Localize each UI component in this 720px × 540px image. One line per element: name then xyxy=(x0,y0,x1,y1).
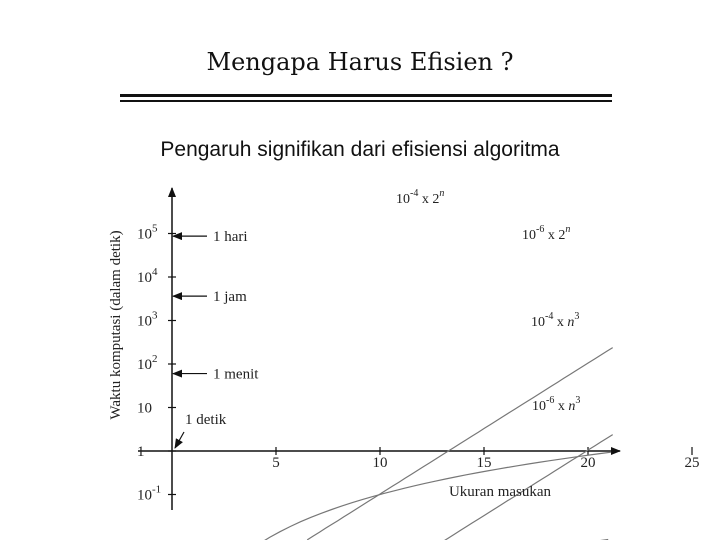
annotation-arrow xyxy=(175,432,184,448)
slide-title: Mengapa Harus Efisien ? xyxy=(206,48,514,76)
y-tick-label: $10^2$ xyxy=(137,353,158,373)
chart-curves xyxy=(239,348,613,540)
y-tick-label: $10^3$ xyxy=(137,309,158,330)
x-tick-label: 15 xyxy=(476,455,492,471)
x-tick-label: 25 xyxy=(684,455,700,471)
x-tick-label: 10 xyxy=(372,455,388,471)
y-tick-label: 1 xyxy=(137,444,145,460)
series-curve xyxy=(307,348,613,540)
series-label: $10^{-6}$ x 2$^n$ xyxy=(522,224,571,243)
x-tick-label: 20 xyxy=(580,455,596,471)
chart-labels xyxy=(108,188,720,504)
annotation-label: 1 menit xyxy=(213,366,259,383)
x-axis-title: Ukuran masukan xyxy=(448,484,552,500)
y-tick-label: $10^5$ xyxy=(137,222,158,243)
annotation-label: 1 jam xyxy=(213,289,247,306)
annotation-label: 1 detik xyxy=(185,412,227,428)
y-tick-label: $10^4$ xyxy=(137,266,158,286)
series-label: $10^{-6}$ x $n^3$ xyxy=(532,395,581,414)
y-tick-label: 10 xyxy=(137,400,152,417)
y-axis-title: Waktu komputasi (dalam detik) xyxy=(108,230,124,420)
y-tick-label: $10^{-1}$ xyxy=(137,483,162,504)
slide-subtitle: Pengaruh signifikan dari efisiensi algoritma xyxy=(160,138,560,161)
series-label: $10^{-4}$ x 2$^n$ xyxy=(396,188,445,207)
series-label: $10^{-4}$ x $n^3$ xyxy=(531,311,580,330)
annotation-label: 1 hari xyxy=(213,229,248,246)
x-tick-label: 5 xyxy=(272,455,280,471)
